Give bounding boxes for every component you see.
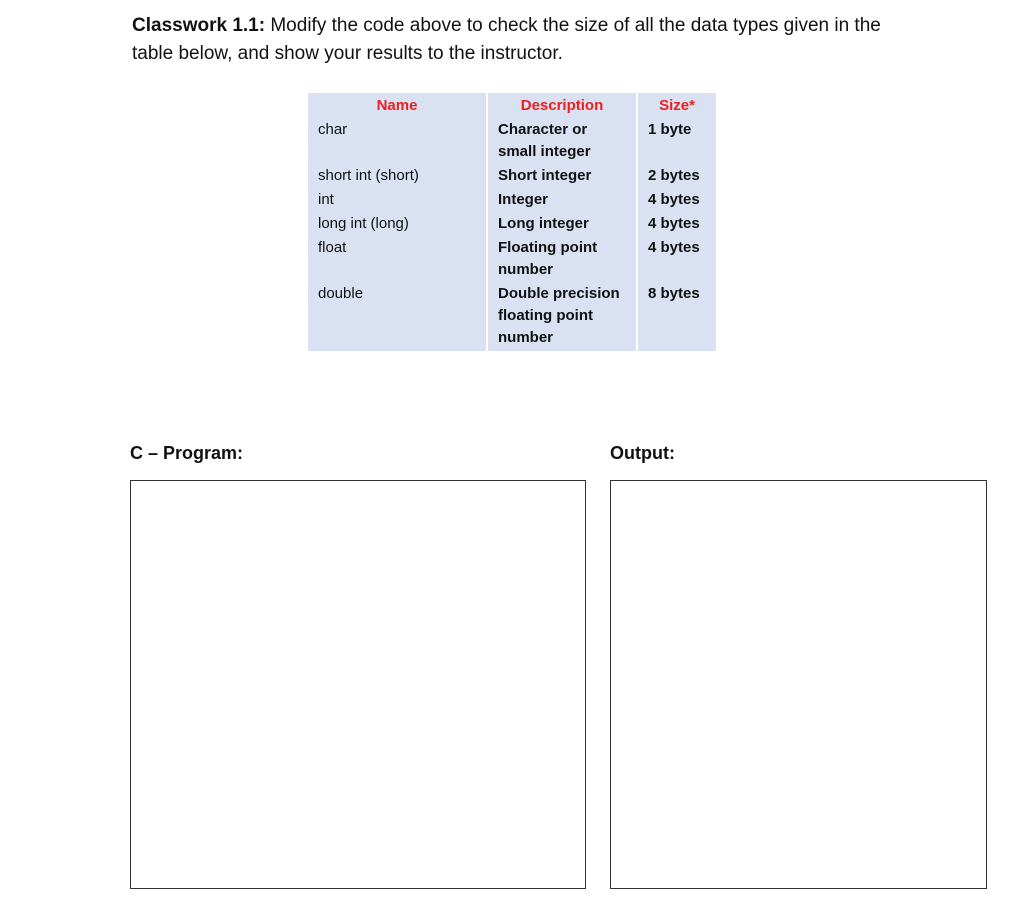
row-size: 1 byte [638,117,716,163]
row-description: Integer [488,187,636,211]
table-header-row [308,93,716,117]
row-name: float [308,235,486,281]
row-name: short int (short) [308,163,486,187]
c-program-box[interactable] [130,480,586,889]
table-row [308,211,716,235]
table-row [308,187,716,211]
table-row [308,163,716,187]
header-name: Name [308,93,486,117]
output-box[interactable] [610,480,987,889]
data-types-table [306,93,718,351]
row-name: double [308,281,486,351]
row-name: long int (long) [308,211,486,235]
c-program-label: C – Program: [130,443,244,463]
row-name: char [308,117,486,163]
row-size: 4 bytes [638,211,716,235]
table-row [308,117,716,163]
row-size: 8 bytes [638,281,716,351]
row-size: 4 bytes [638,235,716,281]
row-description: Short integer [488,163,636,187]
classwork-heading-text: Modify the code above to check the size of all the data types given in the table below, and show your results to the instructor. [132,15,881,64]
row-description: Long integer [488,211,636,235]
row-description: Floating point number [488,235,636,281]
table-row [308,235,716,281]
header-description: Description [488,93,636,117]
table-row [308,281,716,351]
row-name: int [308,187,486,211]
row-size: 2 bytes [638,163,716,187]
classwork-heading-bold: Classwork 1.1: [132,15,266,36]
row-description: Character or small integer [488,117,636,163]
row-description: Double precision floating point number [488,281,636,351]
output-label: Output: [610,443,675,463]
classwork-heading [132,12,912,68]
header-size: Size* [638,93,716,117]
row-size: 4 bytes [638,187,716,211]
